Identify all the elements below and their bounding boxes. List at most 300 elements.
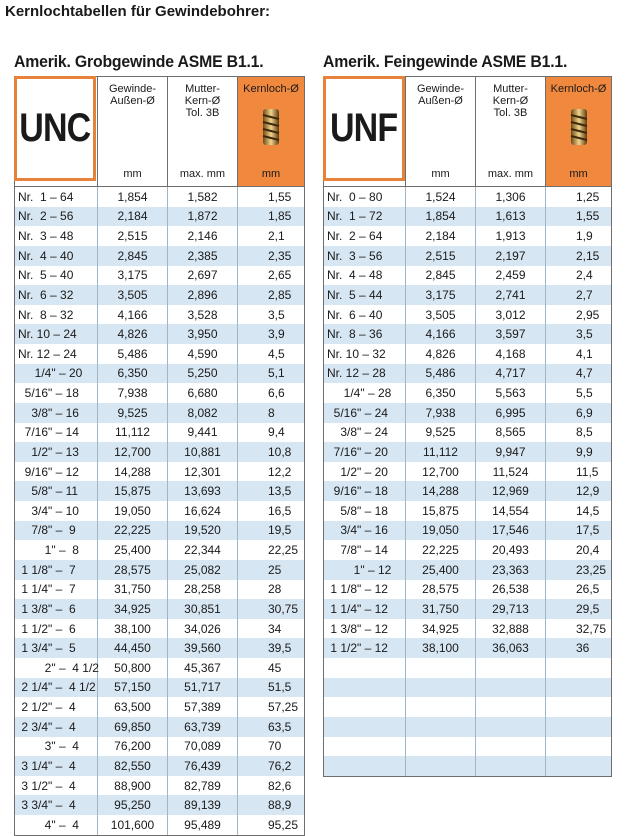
thread-size-cell: Nr. 8 – 32: [15, 305, 98, 325]
outer-diameter-cell: 19,050: [406, 521, 476, 541]
thread-size-cell: Nr. 4 – 40: [15, 246, 98, 266]
thread-size-cell: Nr. 2 – 56: [15, 207, 98, 227]
outer-diameter-cell: 2,515: [406, 246, 476, 266]
table-row: [324, 324, 611, 344]
nut-core-diameter-cell: 8,082: [168, 403, 238, 423]
drill-diameter-cell: 6,9: [576, 405, 593, 420]
outer-diameter-cell: 31,750: [98, 580, 168, 600]
outer-diameter-cell: 19,050: [98, 501, 168, 521]
nut-core-diameter-cell: 30,851: [168, 599, 238, 619]
table-row: [324, 737, 611, 757]
unc-table-header: [14, 76, 305, 186]
thread-size-cell: Nr. 8 – 36: [324, 324, 406, 344]
outer-diameter-cell: 15,875: [406, 501, 476, 521]
unf-header-outer-diameter-label: Gewinde- Außen-Ø: [416, 83, 465, 107]
unf-code-box: [323, 76, 405, 181]
drill-diameter-cell: 8: [268, 405, 275, 420]
thread-size-cell: 2 1/4" – 4 1/2: [15, 678, 98, 698]
outer-diameter-cell: 11,112: [98, 423, 168, 443]
table-row: [15, 658, 304, 678]
table-row: [324, 521, 611, 541]
drill-diameter-cell: 88,9: [268, 798, 292, 813]
outer-diameter-cell: 69,850: [98, 717, 168, 737]
table-row: [324, 580, 611, 600]
outer-diameter-cell: 2,184: [406, 226, 476, 246]
drill-diameter-cell: 1,9: [576, 229, 593, 244]
table-row: [15, 364, 304, 384]
outer-diameter-cell: 31,750: [406, 599, 476, 619]
table-row: [15, 678, 304, 698]
drill-diameter-cell: 76,2: [268, 758, 292, 773]
thread-size-cell: 5/8" – 11: [15, 481, 98, 501]
table-row: [324, 423, 611, 443]
thread-size-cell: [324, 717, 406, 737]
outer-diameter-cell: 12,700: [406, 462, 476, 482]
outer-diameter-cell: 5,486: [98, 344, 168, 364]
table-row: [15, 599, 304, 619]
outer-diameter-cell: 38,100: [406, 638, 476, 658]
nut-core-diameter-cell: 3,012: [476, 305, 546, 325]
unf-header-nut-core: [476, 77, 546, 186]
table-row: [324, 266, 611, 286]
drill-diameter-cell: 17,5: [576, 523, 600, 538]
table-row: [324, 305, 611, 325]
table-row: [324, 560, 611, 580]
drill-diameter-cell: 16,5: [268, 503, 292, 518]
outer-diameter-cell: 7,938: [406, 403, 476, 423]
unc-header-outer-diameter: [98, 77, 168, 186]
table-row: [15, 638, 304, 658]
drill-diameter-cell: 2,1: [268, 229, 285, 244]
drill-diameter-cell: 10,8: [268, 444, 292, 459]
drill-diameter-cell: 4,5: [268, 346, 285, 361]
nut-core-diameter-cell: 4,717: [476, 364, 546, 384]
drill-diameter-cell: 22,25: [268, 543, 299, 558]
drill-diameter-cell: 30,75: [268, 601, 299, 616]
thread-size-cell: Nr. 1 – 72: [324, 207, 406, 227]
unf-table-body: [323, 186, 612, 777]
drill-diameter-cell: 63,5: [268, 719, 292, 734]
table-row: [324, 187, 611, 207]
drill-diameter-cell: 4,7: [576, 366, 593, 381]
nut-core-diameter-cell: 4,590: [168, 344, 238, 364]
drill-diameter-cell: 82,6: [268, 778, 292, 793]
unc-header-outer-diameter-label: Gewinde- Außen-Ø: [108, 83, 157, 107]
nut-core-diameter-cell: [476, 737, 546, 757]
outer-diameter-cell: 14,288: [98, 462, 168, 482]
nut-core-diameter-cell: [476, 756, 546, 776]
table-row: [15, 285, 304, 305]
drill-diameter-cell: 23,25: [576, 562, 607, 577]
nut-core-diameter-cell: 76,439: [168, 756, 238, 776]
table-row: [324, 697, 611, 717]
table-row: [324, 638, 611, 658]
outer-diameter-cell: 76,200: [98, 737, 168, 757]
unf-header-nut-core-unit: max. mm: [487, 168, 534, 180]
thread-size-cell: Nr. 6 – 40: [324, 305, 406, 325]
nut-core-diameter-cell: 12,969: [476, 481, 546, 501]
unf-header-nut-core-label: Mutter- Kern-Ø Tol. 3B: [492, 83, 529, 119]
unf-code-cell: [324, 77, 406, 186]
unc-header-nut-core: [168, 77, 238, 186]
outer-diameter-cell: 22,225: [98, 521, 168, 541]
thread-size-cell: 1 1/4" – 7: [15, 580, 98, 600]
nut-core-diameter-cell: 29,713: [476, 599, 546, 619]
thread-size-cell: 2 1/2" – 4: [15, 697, 98, 717]
unc-header-nut-core-unit: max. mm: [179, 168, 226, 180]
outer-diameter-cell: 11,112: [406, 442, 476, 462]
nut-core-diameter-cell: 11,524: [476, 462, 546, 482]
nut-core-diameter-cell: 16,624: [168, 501, 238, 521]
outer-diameter-cell: 3,175: [406, 285, 476, 305]
nut-core-diameter-cell: 1,582: [168, 187, 238, 207]
drill-diameter-cell: 1,55: [576, 209, 600, 224]
outer-diameter-cell: 28,575: [406, 580, 476, 600]
drill-diameter-cell: 28: [268, 582, 282, 597]
thread-size-cell: Nr. 0 – 80: [324, 187, 406, 207]
drill-diameter-cell: 36: [576, 641, 590, 656]
nut-core-diameter-cell: 2,197: [476, 246, 546, 266]
unc-header-outer-diameter-unit: mm: [123, 168, 142, 180]
nut-core-diameter-cell: 2,697: [168, 266, 238, 286]
thread-size-cell: [324, 697, 406, 717]
unf-table-title: Amerik. Feingewinde ASME B1.1.: [323, 52, 568, 71]
outer-diameter-cell: 28,575: [98, 560, 168, 580]
thread-size-cell: 7/16" – 20: [324, 442, 406, 462]
thread-size-cell: 3/4" – 10: [15, 501, 98, 521]
nut-core-diameter-cell: 8,565: [476, 423, 546, 443]
drill-diameter-cell: 13,5: [268, 484, 292, 499]
outer-diameter-cell: 5,486: [406, 364, 476, 384]
nut-core-diameter-cell: 2,741: [476, 285, 546, 305]
thread-size-cell: 1 1/2" – 6: [15, 619, 98, 639]
unc-code-cell: [15, 77, 98, 186]
thread-size-cell: 3 1/4" – 4: [15, 756, 98, 776]
table-row: [324, 501, 611, 521]
table-row: [15, 580, 304, 600]
drill-diameter-cell: 3,9: [268, 327, 285, 342]
outer-diameter-cell: 34,925: [406, 619, 476, 639]
table-row: [15, 795, 304, 815]
thread-size-cell: Nr. 12 – 24: [15, 344, 98, 364]
thread-size-cell: [324, 737, 406, 757]
drill-diameter-cell: 2,65: [268, 268, 292, 283]
unf-table: [323, 48, 612, 777]
drill-diameter-cell: 12,9: [576, 484, 600, 499]
drill-diameter-cell: [546, 697, 611, 717]
table-row: [324, 383, 611, 403]
nut-core-diameter-cell: 23,363: [476, 560, 546, 580]
drill-diameter-cell: 1,25: [576, 189, 600, 204]
unc-table: [14, 48, 305, 836]
table-row: [15, 737, 304, 757]
nut-core-diameter-cell: 10,881: [168, 442, 238, 462]
thread-size-cell: 3/8" – 16: [15, 403, 98, 423]
unc-code-label: UNC: [19, 106, 91, 150]
thread-size-cell: 1" – 12: [324, 560, 406, 580]
thread-size-cell: Nr. 10 – 32: [324, 344, 406, 364]
thread-size-cell: 1 3/8" – 6: [15, 599, 98, 619]
drill-diameter-cell: 5,1: [268, 366, 285, 381]
unf-header-drill-size-unit: mm: [569, 168, 588, 180]
outer-diameter-cell: [406, 756, 476, 776]
drill-diameter-cell: 95,25: [268, 817, 299, 832]
thread-size-cell: 2" – 4 1/2: [15, 658, 98, 678]
outer-diameter-cell: 44,450: [98, 638, 168, 658]
unf-header-drill-size: [546, 77, 611, 186]
table-row: [15, 560, 304, 580]
outer-diameter-cell: [406, 658, 476, 678]
drill-diameter-cell: 14,5: [576, 503, 600, 518]
outer-diameter-cell: [406, 678, 476, 698]
nut-core-diameter-cell: 9,947: [476, 442, 546, 462]
table-row: [324, 678, 611, 698]
drill-diameter-cell: 2,7: [576, 287, 593, 302]
thread-size-cell: Nr. 6 – 32: [15, 285, 98, 305]
thread-size-cell: 1 3/8" – 12: [324, 619, 406, 639]
table-row: [15, 344, 304, 364]
table-row: [324, 246, 611, 266]
drill-diameter-cell: 20,4: [576, 543, 600, 558]
outer-diameter-cell: 15,875: [98, 481, 168, 501]
table-row: [15, 226, 304, 246]
outer-diameter-cell: 38,100: [98, 619, 168, 639]
table-row: [15, 521, 304, 541]
nut-core-diameter-cell: 20,493: [476, 540, 546, 560]
table-row: [324, 481, 611, 501]
thread-size-cell: [324, 756, 406, 776]
nut-core-diameter-cell: 2,459: [476, 266, 546, 286]
thread-size-cell: 4" – 4: [15, 815, 98, 835]
outer-diameter-cell: 2,845: [98, 246, 168, 266]
nut-core-diameter-cell: 1,613: [476, 207, 546, 227]
drill-diameter-cell: 2,85: [268, 287, 292, 302]
drill-diameter-cell: 11,5: [576, 464, 599, 479]
drill-diameter-cell: 6,6: [268, 386, 285, 401]
thread-size-cell: 1/4" – 20: [15, 364, 98, 384]
unc-header-nut-core-label: Mutter- Kern-Ø Tol. 3B: [184, 83, 221, 119]
outer-diameter-cell: 1,524: [406, 187, 476, 207]
nut-core-diameter-cell: 12,301: [168, 462, 238, 482]
drill-diameter-cell: 9,4: [268, 425, 285, 440]
nut-core-diameter-cell: [476, 678, 546, 698]
drill-diameter-cell: [546, 658, 611, 678]
table-row: [15, 462, 304, 482]
nut-core-diameter-cell: 2,385: [168, 246, 238, 266]
thread-size-cell: 5/8" – 18: [324, 501, 406, 521]
thread-size-cell: Nr. 3 – 56: [324, 246, 406, 266]
outer-diameter-cell: 4,826: [406, 344, 476, 364]
drill-diameter-cell: [546, 717, 611, 737]
drill-diameter-cell: 45: [268, 660, 282, 675]
table-row: [324, 226, 611, 246]
table-row: [15, 246, 304, 266]
outer-diameter-cell: 4,166: [98, 305, 168, 325]
unc-table-body: [14, 186, 305, 836]
nut-core-diameter-cell: 9,441: [168, 423, 238, 443]
table-row: [324, 658, 611, 678]
unc-header-drill-size-label: Kernloch-Ø: [243, 83, 299, 95]
drill-diameter-cell: 29,5: [576, 601, 600, 616]
nut-core-diameter-cell: 2,146: [168, 226, 238, 246]
nut-core-diameter-cell: 1,913: [476, 226, 546, 246]
thread-size-cell: 1 1/2" – 12: [324, 638, 406, 658]
thread-size-cell: Nr. 5 – 44: [324, 285, 406, 305]
outer-diameter-cell: 3,505: [98, 285, 168, 305]
table-row: [324, 207, 611, 227]
table-row: [15, 540, 304, 560]
drill-diameter-cell: 25: [268, 562, 282, 577]
outer-diameter-cell: 6,350: [98, 364, 168, 384]
drill-diameter-cell: 2,4: [576, 268, 593, 283]
thread-size-cell: 1" – 8: [15, 540, 98, 560]
nut-core-diameter-cell: [476, 658, 546, 678]
thread-size-cell: [324, 678, 406, 698]
nut-core-diameter-cell: 1,872: [168, 207, 238, 227]
page-title: Kernlochtabellen für Gewindebohrer:: [5, 3, 271, 20]
table-row: [324, 364, 611, 384]
drill-diameter-cell: 12,2: [268, 464, 292, 479]
outer-diameter-cell: 7,938: [98, 383, 168, 403]
nut-core-diameter-cell: 13,693: [168, 481, 238, 501]
nut-core-diameter-cell: 95,489: [168, 815, 238, 835]
drill-diameter-cell: 1,85: [268, 209, 292, 224]
table-row: [15, 187, 304, 207]
nut-core-diameter-cell: 5,563: [476, 383, 546, 403]
nut-core-diameter-cell: 19,520: [168, 521, 238, 541]
drill-diameter-cell: 5,5: [576, 386, 593, 401]
thread-size-cell: 7/16" – 14: [15, 423, 98, 443]
table-row: [324, 462, 611, 482]
tap-icon: [260, 107, 282, 147]
drill-diameter-cell: 19,5: [268, 523, 292, 538]
drill-diameter-cell: [546, 678, 611, 698]
thread-size-cell: 3/8" – 24: [324, 423, 406, 443]
unc-code-box: [14, 76, 96, 181]
nut-core-diameter-cell: 63,739: [168, 717, 238, 737]
table-row: [324, 717, 611, 737]
unf-header-outer-diameter-unit: mm: [431, 168, 450, 180]
drill-diameter-cell: 57,25: [268, 700, 299, 715]
drill-diameter-cell: 32,75: [576, 621, 607, 636]
nut-core-diameter-cell: 28,258: [168, 580, 238, 600]
table-row: [15, 815, 304, 835]
outer-diameter-cell: 2,184: [98, 207, 168, 227]
drill-diameter-cell: 34: [268, 621, 282, 636]
table-row: [15, 305, 304, 325]
table-row: [324, 756, 611, 776]
nut-core-diameter-cell: 32,888: [476, 619, 546, 639]
outer-diameter-cell: [406, 717, 476, 737]
drill-diameter-cell: 70: [268, 739, 282, 754]
outer-diameter-cell: 82,550: [98, 756, 168, 776]
table-row: [15, 266, 304, 286]
thread-size-cell: Nr. 10 – 24: [15, 324, 98, 344]
outer-diameter-cell: 3,175: [98, 266, 168, 286]
nut-core-diameter-cell: 25,082: [168, 560, 238, 580]
table-row: [324, 403, 611, 423]
nut-core-diameter-cell: 57,389: [168, 697, 238, 717]
outer-diameter-cell: [406, 737, 476, 757]
unc-header-drill-size: [238, 77, 304, 186]
outer-diameter-cell: 101,600: [98, 815, 168, 835]
table-row: [15, 619, 304, 639]
table-row: [15, 403, 304, 423]
outer-diameter-cell: 12,700: [98, 442, 168, 462]
outer-diameter-cell: 25,400: [406, 560, 476, 580]
drill-diameter-cell: 9,9: [576, 444, 593, 459]
drill-diameter-cell: 39,5: [268, 641, 292, 656]
thread-size-cell: Nr. 4 – 48: [324, 266, 406, 286]
outer-diameter-cell: 2,845: [406, 266, 476, 286]
nut-core-diameter-cell: 2,896: [168, 285, 238, 305]
thread-size-cell: 3 1/2" – 4: [15, 776, 98, 796]
thread-size-cell: 5/16" – 18: [15, 383, 98, 403]
table-row: [324, 442, 611, 462]
thread-size-cell: 9/16" – 12: [15, 462, 98, 482]
thread-size-cell: 2 3/4" – 4: [15, 717, 98, 737]
outer-diameter-cell: 63,500: [98, 697, 168, 717]
nut-core-diameter-cell: 1,306: [476, 187, 546, 207]
outer-diameter-cell: 22,225: [406, 540, 476, 560]
drill-diameter-cell: [546, 756, 611, 776]
outer-diameter-cell: 2,515: [98, 226, 168, 246]
drill-diameter-cell: 26,5: [576, 582, 600, 597]
table-row: [324, 599, 611, 619]
drill-diameter-cell: 2,35: [268, 248, 292, 263]
outer-diameter-cell: 57,150: [98, 678, 168, 698]
table-row: [15, 717, 304, 737]
thread-size-cell: Nr. 5 – 40: [15, 266, 98, 286]
outer-diameter-cell: 14,288: [406, 481, 476, 501]
unf-code-label: UNF: [330, 106, 398, 150]
outer-diameter-cell: 4,166: [406, 324, 476, 344]
thread-size-cell: Nr. 12 – 28: [324, 364, 406, 384]
nut-core-diameter-cell: 14,554: [476, 501, 546, 521]
drill-diameter-cell: [546, 737, 611, 757]
thread-size-cell: 7/8" – 9: [15, 521, 98, 541]
nut-core-diameter-cell: 6,680: [168, 383, 238, 403]
nut-core-diameter-cell: 5,250: [168, 364, 238, 384]
table-row: [324, 344, 611, 364]
thread-size-cell: 1 1/8" – 7: [15, 560, 98, 580]
unf-header-drill-size-label: Kernloch-Ø: [550, 83, 607, 95]
table-row: [324, 540, 611, 560]
outer-diameter-cell: 34,925: [98, 599, 168, 619]
drill-diameter-cell: 51,5: [268, 680, 292, 695]
unf-table-header: [323, 76, 612, 186]
outer-diameter-cell: 6,350: [406, 383, 476, 403]
drill-diameter-cell: 2,95: [576, 307, 600, 322]
nut-core-diameter-cell: 6,995: [476, 403, 546, 423]
table-row: [15, 423, 304, 443]
table-row: [15, 383, 304, 403]
drill-diameter-cell: 4,1: [576, 346, 593, 361]
thread-size-cell: 1/4" – 28: [324, 383, 406, 403]
outer-diameter-cell: 88,900: [98, 776, 168, 796]
table-row: [15, 756, 304, 776]
drill-diameter-cell: 2,15: [576, 248, 600, 263]
outer-diameter-cell: 50,800: [98, 658, 168, 678]
table-row: [15, 697, 304, 717]
unc-table-title: Amerik. Grobgewinde ASME B1.1.: [14, 52, 264, 71]
thread-size-cell: 1/2" – 20: [324, 462, 406, 482]
nut-core-diameter-cell: 22,344: [168, 540, 238, 560]
nut-core-diameter-cell: 17,546: [476, 521, 546, 541]
outer-diameter-cell: 9,525: [406, 423, 476, 443]
table-row: [15, 501, 304, 521]
outer-diameter-cell: 95,250: [98, 795, 168, 815]
